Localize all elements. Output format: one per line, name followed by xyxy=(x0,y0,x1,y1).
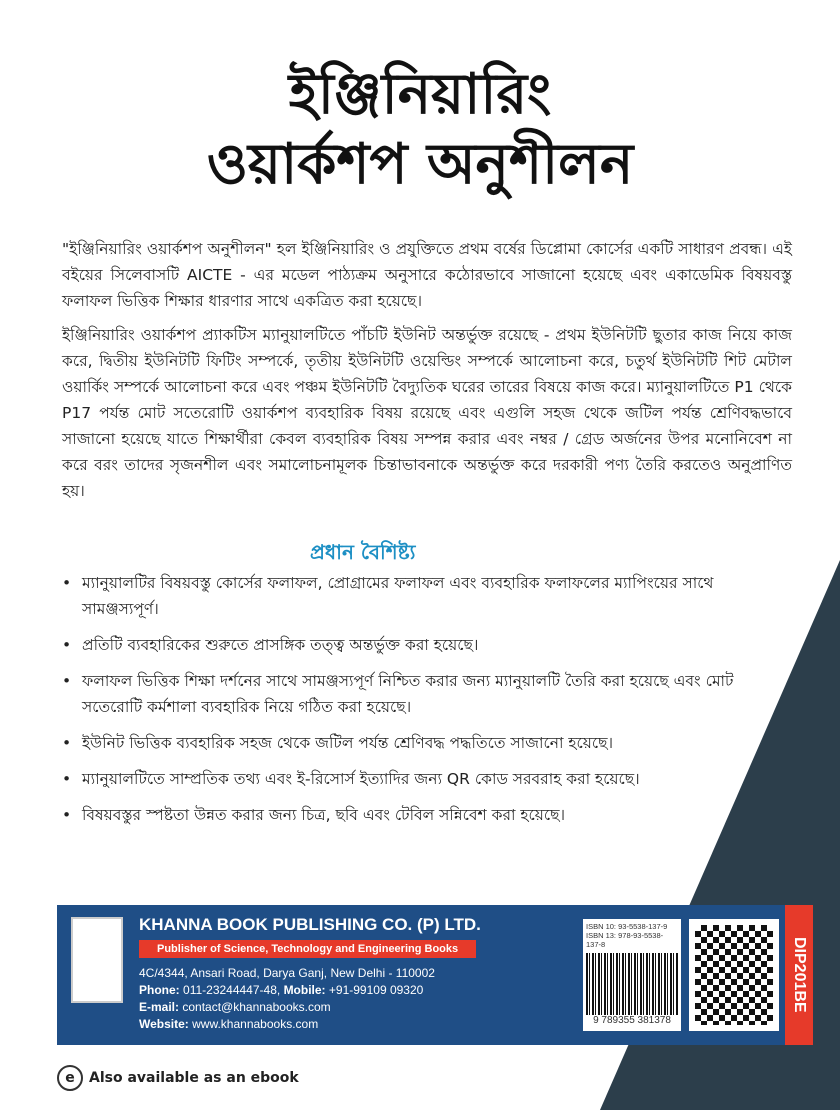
description-paragraph: ইঞ্জিনিয়ারিং ওয়ার্কশপ প্র্যাকটিস ম্যানুয়ালটিতে পাঁচটি ইউনিট অন্তর্ভুক্ত রয়েছে - প্রথম ইউনিটটি ছুতার কাজ নিয়ে কাজ করে, দ্বিতীয় ইউনিটটি ফিটিং সম্পর্কে, তৃতীয় ইউনিটটি ওয়েল্ডিং সম্পর্কে আলোচনা করে, চতুর্থ ইউনিটটি শিট মেটাল ওয়ার্কিং সম্পর্কে আলোচনা করে এবং পঞ্চম ইউনিটটি বৈদ্যুতিক ঘরের তারের বিষয়ে কাজ করে। ম্যানুয়ালটিতে P1 থেকে P17 পর্যন্ত মোট সতেরোটি ওয়ার্কশপ ব্যবহারিক বিষয় রয়েছে এবং এগুলি সহজ থেকে জটিল পর্যন্ত শ্রেণিবদ্ধভাবে সাজানো হয়েছে যাতে শিক্ষার্থীরা কেবল ব্যবহারিক বিষয় সম্পন্ন করার এবং নম্বর / গ্রেড অর্জনের উপর মনোনিবেশ না করে বরং তাদের সৃজনশীল এবং সমালোচনামূলক চিন্তাভাবনাকে অন্তর্ভুক্ত করে দরকারী পণ্য তৈরি করতেও অনুপ্রাণিত হয়। xyxy=(62,326,792,500)
email: contact@khannabooks.com xyxy=(182,1000,331,1014)
isbn-barcode xyxy=(583,919,681,1031)
features-list xyxy=(60,570,740,838)
title-line-2: ওয়ার্কশপ অনুশীলন xyxy=(206,132,634,197)
isbn-13: ISBN 13: 978-93-5538-137-8 xyxy=(586,931,664,949)
phone-label: Phone: xyxy=(139,983,180,997)
email-label: E-mail: xyxy=(139,1000,180,1014)
feature-item: • প্রতিটি ব্যবহারিকের শুরুতে প্রাসঙ্গিক তত্ত্ব অন্তর্ভুক্ত করা হয়েছে। xyxy=(60,632,740,658)
isbn-10: ISBN 10: 93-5538-137-9 xyxy=(586,922,668,931)
ebook-notice xyxy=(57,1065,299,1091)
publisher-tagline: Publisher of Science, Technology and Engineering Books xyxy=(139,940,476,958)
feature-item: • ফলাফল ভিত্তিক শিক্ষা দর্শনের সাথে সামঞ্জস্যপূর্ণ নিশ্চিত করার জন্য ম্যানুয়ালটি তৈরি করা হয়েছে এবং মোট সতেরোটি কর্মশালা ব্যবহারিক নিয়ে গঠিত করা হয়েছে। xyxy=(60,668,740,720)
feature-item: • ইউনিট ভিত্তিক ব্যবহারিক সহজ থেকে জটিল পর্যন্ত শ্রেণিবদ্ধ পদ্ধতিতে সাজানো হয়েছে। xyxy=(60,730,740,756)
intro-paragraph: "ইঞ্জিনিয়ারিং ওয়ার্কশপ অনুশীলন" হল ইঞ্জিনিয়ারিং ও প্রযুক্তিতে প্রথম বর্ষের ডিপ্লোমা কোর্সের একটি সাধারণ প্রবন্ধ। এই বইয়ের সিলেবাসটি AICTE - এর মডেল পাঠ্যক্রম অনুসারে কঠোরভাবে সাজানো হয়েছে এবং একাডেমিক বিষয়বস্তু ফলাফল ভিত্তিক শিক্ষার ধারণার সাথে একত্রিত করা হয়েছে। xyxy=(62,240,792,310)
book-code: DIP201BE xyxy=(785,905,813,1045)
barcode-digits: 9 789355 381378 xyxy=(593,1015,671,1026)
publisher-name: KHANNA BOOK PUBLISHING CO. (P) LTD. xyxy=(139,915,481,934)
barcode xyxy=(586,953,678,1015)
website-label: Website: xyxy=(139,1017,189,1031)
publisher-band xyxy=(57,905,785,1045)
mobile-label: Mobile: xyxy=(283,983,326,997)
ebook-icon: e xyxy=(57,1065,83,1091)
feature-item: • ম্যানুয়ালটির বিষয়বস্তু কোর্সের ফলাফল, প্রোগ্রামের ফলাফল এবং ব্যবহারিক ফলাফলের ম্যাপিংয়ের সাথে সামঞ্জস্যপূর্ণ। xyxy=(60,570,740,622)
publisher-logo xyxy=(71,917,123,1003)
publisher-contact xyxy=(139,965,435,1033)
website: www.khannabooks.com xyxy=(192,1017,319,1031)
ebook-text: Also available as an ebook xyxy=(89,1070,299,1086)
mobile: +91-99109 09320 xyxy=(328,983,424,997)
address: 4C/4344, Ansari Road, Darya Ganj, New Delhi - 110002 xyxy=(139,966,435,980)
qr-code xyxy=(689,919,779,1031)
phone: 011-23244447-48, xyxy=(183,983,281,997)
features-heading: প্রধান বৈশিষ্ট্য xyxy=(310,540,416,564)
feature-item: • ম্যানুয়ালটিতে সাম্প্রতিক তথ্য এবং ই-রিসোর্স ইত্যাদির জন্য QR কোড সরবরাহ করা হয়েছে। xyxy=(60,766,740,792)
feature-item: • বিষয়বস্তুর স্পষ্টতা উন্নত করার জন্য চিত্র, ছবি এবং টেবিল সন্নিবেশ করা হয়েছে। xyxy=(60,802,740,828)
book-title xyxy=(0,60,840,200)
title-line-1: ইঞ্জিনিয়ারিং xyxy=(288,62,552,127)
